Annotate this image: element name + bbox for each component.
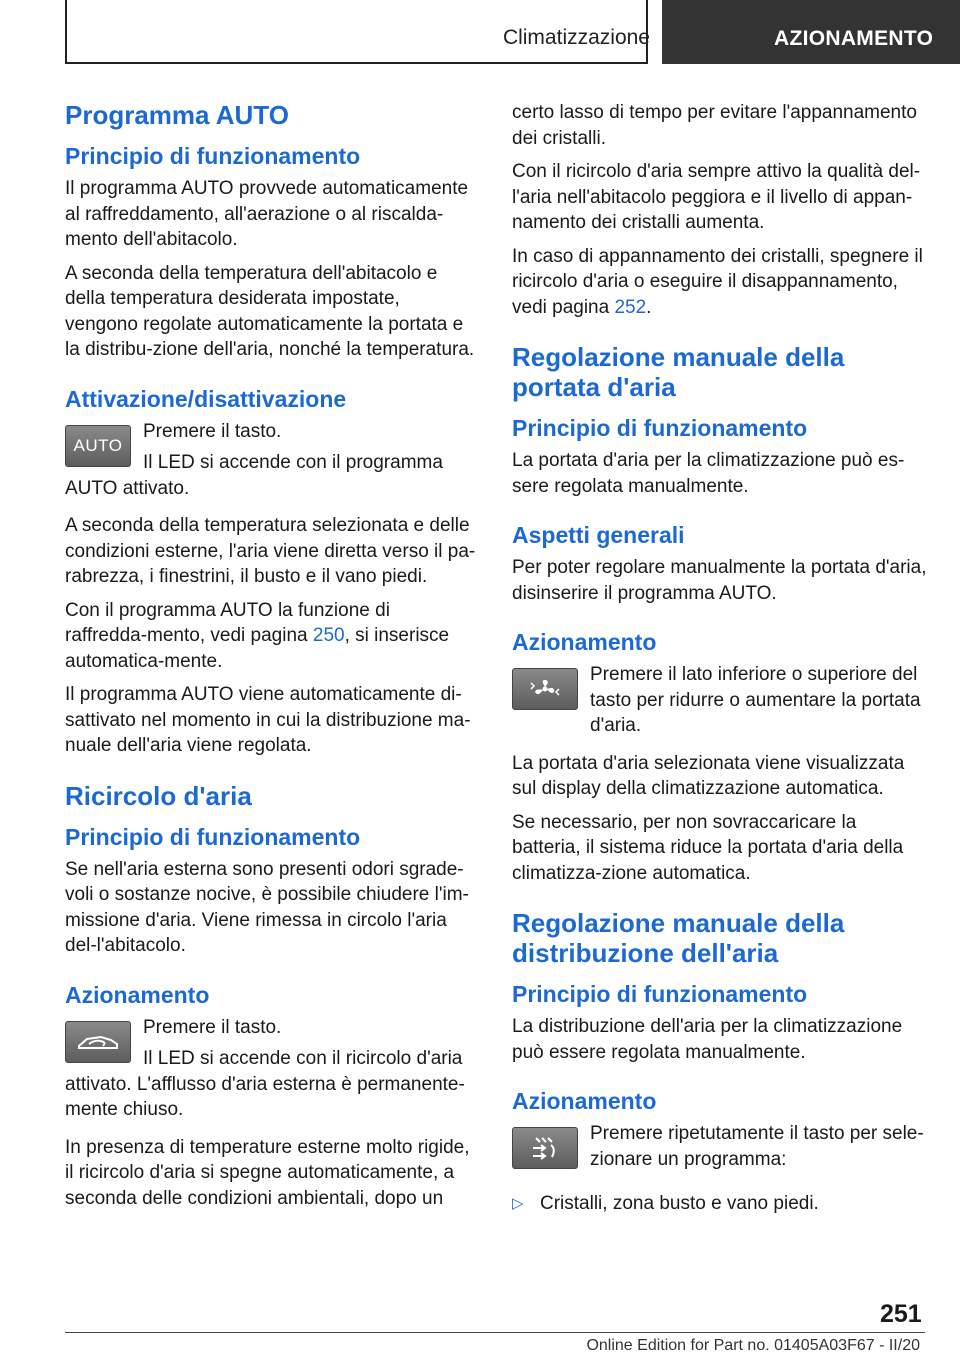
page-number: 251	[880, 1300, 922, 1328]
left-column	[65, 100, 477, 1219]
paragraph: Con il ricircolo d'aria sempre attivo la qualità del-l'aria nell'abitacolo peggiora e il livello di appan-namento dei cristalli aumenta.	[512, 161, 921, 233]
paragraph: Premere il tasto.	[143, 1016, 282, 1038]
recirculation-key-icon	[65, 1021, 131, 1063]
air-distribution-icon	[530, 1135, 560, 1161]
recirculation-key-instruction	[65, 1015, 477, 1123]
subheading-principle: Principio di funzionamento	[65, 823, 361, 850]
subheading-principle: Principio di funzionamento	[65, 143, 361, 169]
triangle-bullet-icon: ▷	[512, 1195, 524, 1212]
paragraph: Il programma AUTO provvede automaticamente al raffreddamento, all'aerazione o al riscalda-mento dell'abitacolo.	[65, 178, 469, 250]
header-section-title: Climatizzazione	[502, 26, 650, 49]
heading-manual-distribution: Regolazione manuale della distribuzione dell'aria	[512, 908, 845, 968]
car-recirculation-icon	[75, 1030, 121, 1054]
header-chapter-tab: AZIONAMENTO	[662, 0, 960, 64]
subheading-operation: Azionamento	[512, 629, 657, 655]
fan-key-icon	[512, 668, 578, 710]
fan-key-instruction	[512, 662, 927, 739]
distribution-key-icon	[512, 1127, 578, 1169]
page-link-252[interactable]: 252	[614, 296, 647, 318]
subheading-operation: Azionamento	[512, 1088, 657, 1114]
heading-auto-program: Programma AUTO	[65, 100, 289, 130]
paragraph: Premere il tasto.	[143, 420, 282, 442]
text-span: Con il programma AUTO la funzione di raffredda-mento, vedi pagina	[65, 599, 390, 646]
right-column	[512, 100, 927, 1217]
subheading-general: Aspetti generali	[512, 522, 685, 548]
paragraph: Il LED si accende con il ricircolo d'aria attivato. L'afflusso d'aria esterna è permanente-mente chiuso.	[65, 1048, 465, 1120]
paragraph: Se nell'aria esterna sono presenti odori sgrade-voli o sostanze nocive, è possibile chiudere l'im-missione d'aria. Viene rimessa in circolo l'aria del-l'abitacolo.	[65, 858, 469, 956]
subheading-principle: Principio di funzionamento	[512, 981, 808, 1007]
paragraph: Il LED si accende con il programma AUTO attivato.	[65, 452, 443, 499]
paragraph: In presenza di temperature esterne molto rigide, il ricircolo d'aria si spegne automaticamente, a seconda delle condizioni ambientali, dopo un	[65, 1136, 470, 1209]
auto-key-label: AUTO	[73, 435, 123, 455]
subheading-principle: Principio di funzionamento	[512, 415, 808, 441]
paragraph: certo lasso di tempo per evitare l'appannamento dei cristalli.	[512, 102, 917, 149]
text-span: , si inserisce automatica-mente.	[65, 625, 450, 672]
paragraph: A seconda della temperatura dell'abitacolo e della temperatura desiderata impostate, vengono regolate automaticamente la portata e la distribu-zione dell'aria, nonché la temperatura.	[65, 262, 475, 360]
fan-icon	[530, 677, 560, 701]
paragraph: La portata d'aria per la climatizzazione può es-sere regolata manualmente.	[512, 450, 905, 497]
distribution-key-instruction	[512, 1121, 927, 1181]
paragraph	[512, 244, 927, 321]
paragraph: Premere il lato inferiore o superiore del tasto per ridurre o aumentare la portata d'aria.	[590, 664, 921, 736]
paragraph: A seconda della temperatura selezionata e delle condizioni esterne, l'aria viene diretta verso il pa-rabrezza, i finestrini, il busto e il vano piedi.	[65, 515, 476, 587]
list-item	[512, 1191, 927, 1217]
footer-divider	[65, 1332, 925, 1333]
paragraph: Per poter regolare manualmente la portata d'aria, disinserire il programma AUTO.	[512, 557, 927, 604]
subheading-operation: Azionamento	[65, 981, 210, 1008]
footer-edition-text: Online Edition for Part no. 01405A03F67 - II/20	[586, 1337, 920, 1354]
paragraph: La portata d'aria selezionata viene visualizzata sul display della climatizzazione automatica.	[512, 752, 905, 799]
paragraph	[65, 598, 477, 675]
subheading-activation: Attivazione/disattivazione	[65, 385, 347, 412]
heading-manual-airflow: Regolazione manuale della portata d'aria	[512, 342, 845, 402]
paragraph: Se necessario, per non sovraccaricare la batteria, il sistema riduce la portata d'aria della climatizza-zione automatica.	[512, 811, 904, 884]
text-span: .	[646, 296, 652, 318]
heading-recirculation: Ricircolo d'aria	[65, 780, 252, 811]
auto-key-icon	[65, 425, 131, 467]
text-span: In caso di appannamento dei cristalli, spegnere il ricircolo d'aria o eseguire il disappannamento, vedi pagina	[512, 245, 923, 318]
auto-key-instruction	[65, 419, 477, 502]
list-item-text: Cristalli, zona busto e vano piedi.	[540, 1193, 819, 1214]
paragraph: Premere ripetutamente il tasto per sele-zionare un programma:	[590, 1123, 924, 1170]
paragraph: Il programma AUTO viene automaticamente di-sattivato nel momento in cui la distribuzione ma-nuale dell'aria viene regolata.	[65, 684, 471, 756]
paragraph: La distribuzione dell'aria per la climatizzazione può essere regolata manualmente.	[512, 1016, 903, 1063]
page-link-250[interactable]: 250	[312, 625, 345, 646]
